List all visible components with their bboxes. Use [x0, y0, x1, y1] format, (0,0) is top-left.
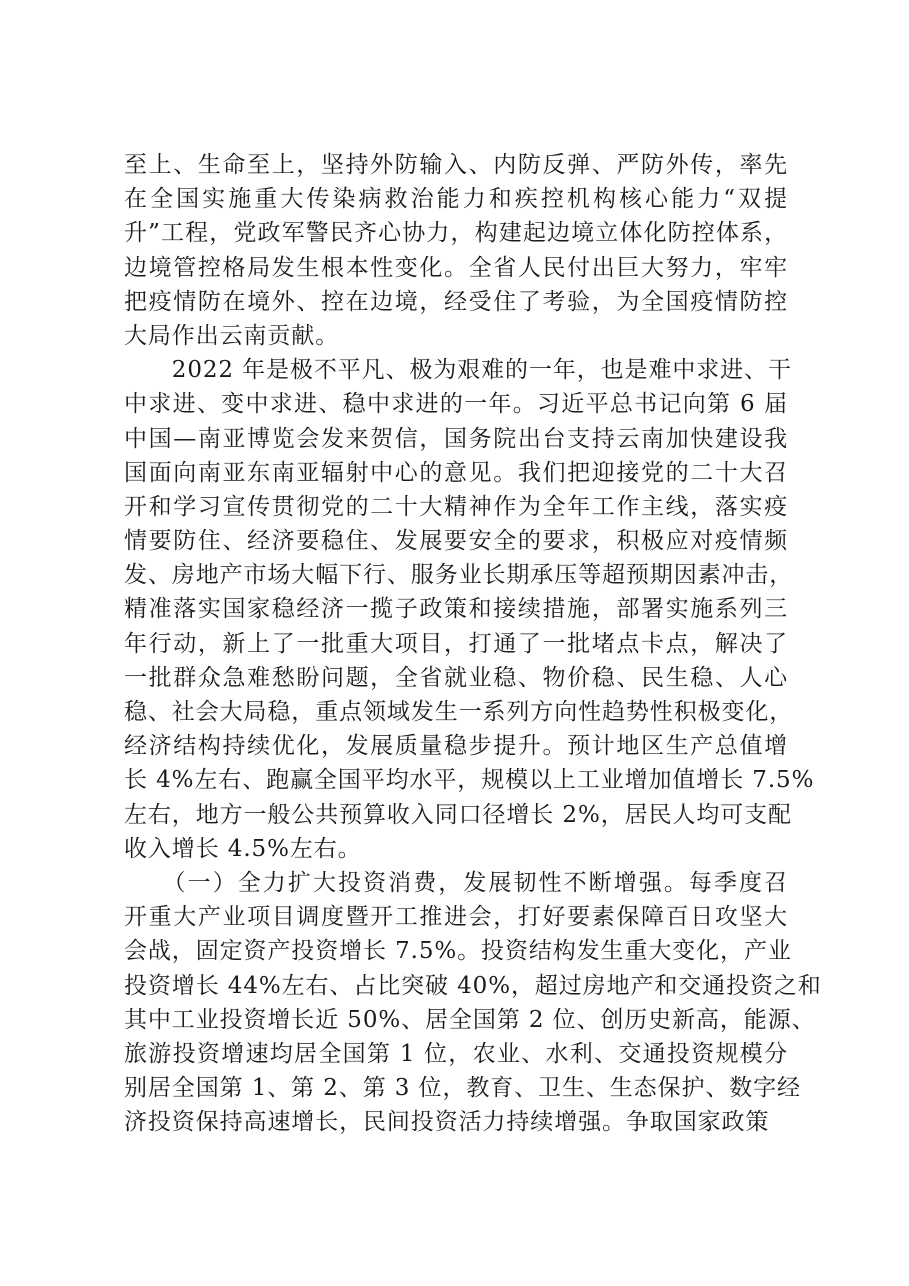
text-line: 会战，固定资产投资增长 7.5%。投资结构发生重大变化，产业 — [124, 938, 792, 965]
text-line: 把疫情防在境外、控在边境，经受住了考验，为全国疫情防控 — [124, 288, 788, 315]
text-line: 发、房地产市场大幅下行、服务业长期承压等超预期因素冲击， — [124, 562, 794, 589]
text-line: 国面向南亚东南亚辐射中心的意见。我们把迎接党的二十大召 — [124, 459, 788, 486]
text-line: 长 4%左右、跑赢全国平均水平，规模以上工业增加值增长 7.5% — [124, 767, 815, 794]
text-line: 其中工业投资增长近 50%、居全国第 2 位、创历史新高，能源、 — [124, 1006, 816, 1033]
text-line: 稳、社会大局稳，重点领域发生一系列方向性趋势性积极变化， — [124, 699, 794, 725]
text-line: 开和学习宣传贯彻党的二十大精神作为全年工作主线，落实疫 — [124, 493, 788, 520]
body-text — [124, 148, 822, 1139]
text-line: 一批群众急难愁盼问题，全省就业稳、物价稳、民生稳、人心 — [124, 664, 788, 691]
text-line: 大局作出云南贡献。 — [124, 322, 340, 349]
text-line: 精准落实国家稳经济一揽子政策和接续措施，部署实施系列三 — [124, 596, 788, 623]
text-line: 年行动，新上了一批重大项目，打通了一批堵点卡点，解决了 — [124, 630, 788, 657]
text-line: 济投资保持高速增长，民间投资活力持续增强。争取国家政策 — [124, 1109, 770, 1136]
paragraph-p2 — [124, 353, 815, 866]
text-line: 中求进、变中求进、稳中求进的一年。习近平总书记向第 6 届 — [124, 391, 788, 418]
text-line: 至上、生命至上，坚持外防输入、内防反弹、严防外传，率先 — [124, 152, 788, 178]
text-line: 边境管控格局发生根本性变化。全省人民付出巨大努力，牢牢 — [124, 254, 788, 281]
text-line: （一）全力扩大投资消费，发展韧性不断增强。每季度召 — [124, 869, 788, 896]
text-line: 情要防住、经济要稳住、发展要安全的要求，积极应对疫情频 — [124, 528, 788, 555]
text-line: 别居全国第 1、第 2、第 3 位，教育、卫生、生态保护、数字经 — [124, 1075, 801, 1102]
text-line: 旅游投资增速均居全国第 1 位，农业、水利、交通投资规模分 — [124, 1040, 788, 1067]
text-line: 中国—南亚博览会发来贺信，国务院出台支持云南加快建设我 — [124, 425, 788, 452]
text-line: 2022 年是极不平凡、极为艰难的一年，也是难中求进、干 — [124, 357, 792, 384]
paragraph-p1 — [124, 148, 788, 353]
text-line: 收入增长 4.5%左右。 — [124, 835, 362, 862]
text-line: 投资增长 44%左右、占比突破 40%，超过房地产和交通投资之和 — [124, 972, 822, 999]
text-line: 左右，地方一般公共预算收入同口径增长 2%，居民人均可支配 — [124, 801, 792, 828]
text-line: 经济结构持续优化，发展质量稳步提升。预计地区生产总值增 — [124, 733, 788, 760]
text-line: 在全国实施重大传染病救治能力和疾控机构核心能力“双提 — [124, 186, 788, 213]
text-line: 开重大产业项目调度暨开工推进会，打好要素保障百日攻坚大 — [124, 904, 788, 931]
paragraph-p3 — [124, 866, 822, 1140]
text-line: 升”工程，党政军警民齐心协力，构建起边境立体化防控体系， — [124, 220, 788, 247]
